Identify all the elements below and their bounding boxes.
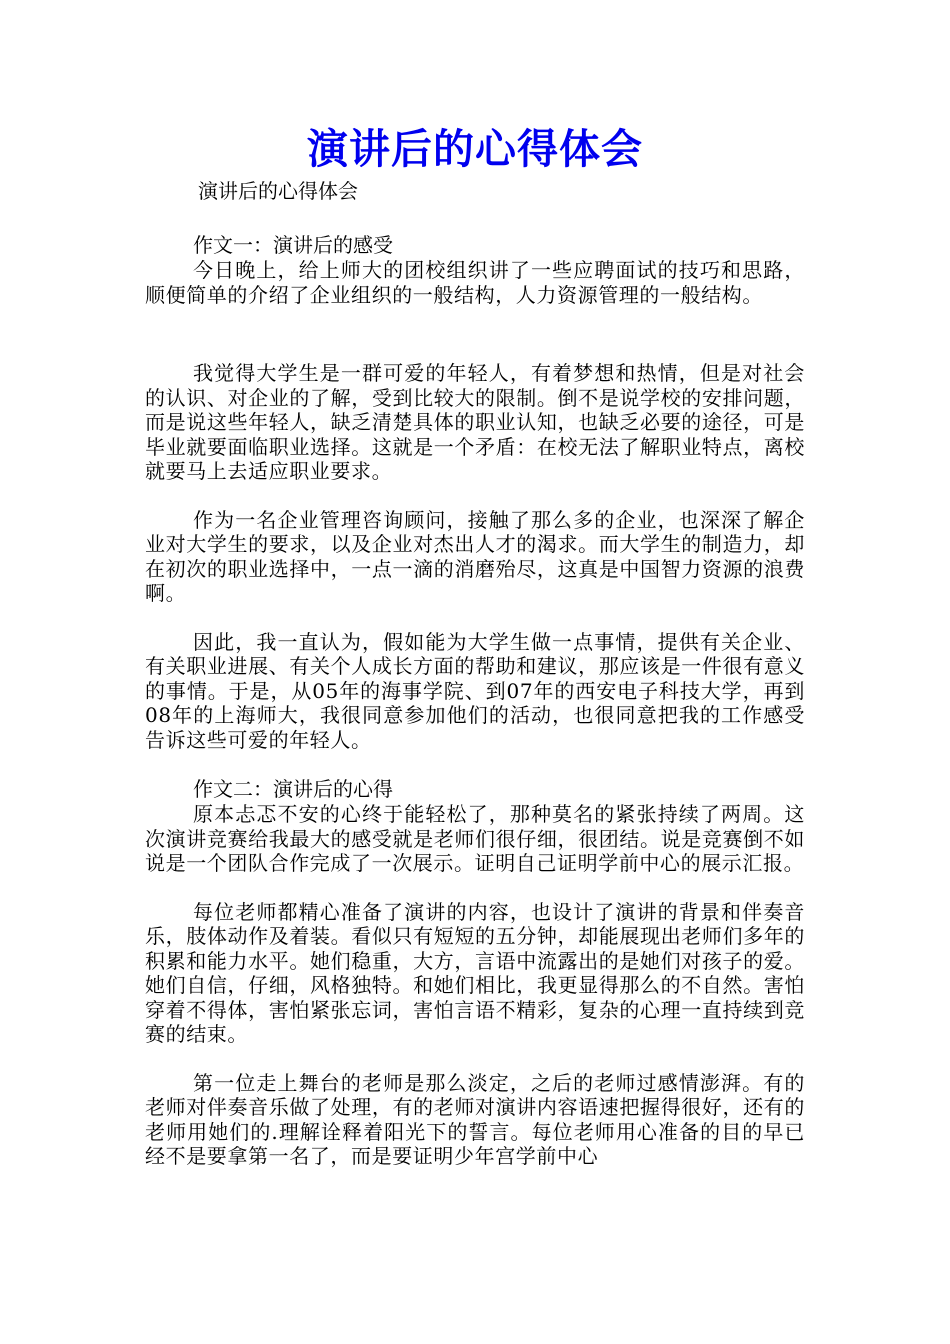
essay1-paragraph-1: 今日晚上，给上师大的团校组织讲了一些应聘面试的技巧和思路，顺便简单的介绍了企业组织的一般结构，人力资源管理的一般结构。 xyxy=(145,258,805,307)
essay2-paragraph-2: 每位老师都精心准备了演讲的内容，也设计了演讲的背景和伴奏音乐，肢体动作及着装。看似只有短短的五分钟，却能展现出老师们多年的积累和能力水平。她们稳重，大方，言语中流露出的是她们对孩子的爱。她们自信，仔细，风格独特。和她们相比，我更显得那么的不自然。害怕穿着不得体，害怕紧张忘词，害怕言语不精彩，复杂的心理一直持续到竞赛的结束。 xyxy=(145,899,805,1046)
essay2-heading: 作文二：演讲后的心得 xyxy=(193,777,393,801)
document-subtitle: 演讲后的心得体会 xyxy=(198,179,358,203)
essay1-paragraph-2: 我觉得大学生是一群可爱的年轻人，有着梦想和热情，但是对社会的认识、对企业的了解，受到比较大的限制。倒不是说学校的安排问题，而是说这些年轻人，缺乏清楚具体的职业认知，也缺乏必要的途径，可是毕业就要面临职业选择。这就是一个矛盾：在校无法了解职业特点，离校就要马上去适应职业要求。 xyxy=(145,361,805,483)
essay1-heading: 作文一：演讲后的感受 xyxy=(193,233,393,257)
document-title: 演讲后的心得体会 xyxy=(307,125,643,173)
essay1-paragraph-4: 因此，我一直认为，假如能为大学生做一点事情，提供有关企业、有关职业进展、有关个人成长方面的帮助和建议，那应该是一件很有意义的事情。于是，从05年的海事学院、到07年的西安电子科技大学，再到08年的上海师大，我很同意参加他们的活动，也很同意把我的工作感受告诉这些可爱的年轻人。 xyxy=(145,629,805,752)
essay2-paragraph-3: 第一位走上舞台的老师是那么淡定，之后的老师过感情澎湃。有的老师对伴奏音乐做了处理，有的老师对演讲内容语速把握得很好，还有的老师用她们的.理解诠释着阳光下的誓言。每位老师用心准备的目的早已经不是要拿第一名了，而是要证明少年宫学前中心 xyxy=(145,1070,805,1168)
document-page xyxy=(145,120,805,1169)
essay1-paragraph-3: 作为一名企业管理咨询顾问，接触了那么多的企业，也深深了解企业对大学生的要求，以及企业对杰出人才的渴求。而大学生的制造力，却在初次的职业选择中，一点一滴的消磨殆尽，这真是中国智力资源的浪费啊。 xyxy=(145,507,805,605)
essay2-paragraph-1: 原本忐忑不安的心终于能轻松了，那种莫名的紧张持续了两周。这次演讲竞赛给我最大的感受就是老师们很仔细，很团结。说是竞赛倒不如说是一个团队合作完成了一次展示。证明自己证明学前中心的展示汇报。 xyxy=(145,802,805,875)
